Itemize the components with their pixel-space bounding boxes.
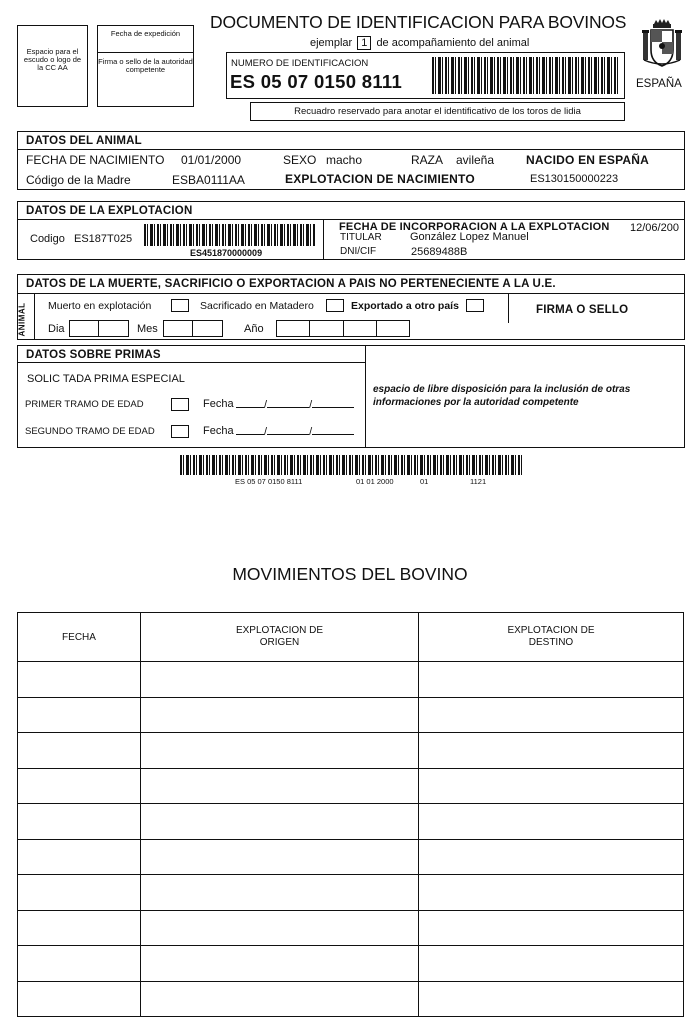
- destination-cell[interactable]: [419, 662, 684, 698]
- region-logo-box-label: Espacio para el escudo o logo de la CC AA: [23, 47, 82, 72]
- table-row: [18, 910, 684, 946]
- movements-header-row: [18, 613, 684, 662]
- origin-cell[interactable]: [141, 697, 419, 733]
- second-date-field[interactable]: / /: [236, 424, 354, 438]
- year-field[interactable]: [276, 320, 410, 337]
- death-section-title: DATOS DE LA MUERTE, SACRIFICIO O EXPORTACION A PAIS NO PERTENECIENTE A LA U.E.: [26, 278, 556, 290]
- copy-line: [310, 36, 529, 50]
- exported-checkbox[interactable]: [466, 299, 484, 312]
- bottom-barcode: [180, 455, 522, 475]
- mother-code-label: Código de la Madre: [26, 173, 131, 187]
- farm-section-title: DATOS DE LA EXPLOTACION: [26, 205, 193, 217]
- first-date-label: Fecha: [203, 398, 234, 410]
- incorporation-date-label: FECHA DE INCORPORACION A LA EXPLOTACION: [339, 221, 610, 233]
- id-barcode: [432, 57, 619, 94]
- date-cell[interactable]: [18, 910, 141, 946]
- owner-value: González Lopez Manuel: [410, 231, 529, 243]
- bottom-barcode-code: 1121: [470, 477, 487, 486]
- origin-cell[interactable]: [141, 910, 419, 946]
- slaughtered-checkbox[interactable]: [326, 299, 344, 312]
- movements-body: [18, 662, 684, 1017]
- destination-cell[interactable]: [419, 733, 684, 769]
- origin-cell[interactable]: [141, 804, 419, 840]
- birth-farm-value: ES130150000223: [530, 173, 619, 185]
- table-row: [18, 733, 684, 769]
- farm-code-value: ES187T025: [74, 233, 133, 245]
- col-origin-header: EXPLOTACION DE ORIGEN: [141, 613, 419, 662]
- origin-cell[interactable]: [141, 733, 419, 769]
- farm-barcode-text: ES451870000009: [190, 248, 263, 258]
- death-section: [17, 274, 685, 340]
- origin-cell[interactable]: [141, 981, 419, 1017]
- destination-cell[interactable]: [419, 946, 684, 982]
- animal-section: [17, 131, 685, 190]
- table-row: [18, 946, 684, 982]
- date-cell[interactable]: [18, 839, 141, 875]
- sex-label: SEXO: [283, 153, 317, 167]
- reserved-note: Recuadro reservado para anotar el identificativo de los toros de lidia: [294, 106, 581, 117]
- owner-label: TITULAR: [340, 232, 382, 243]
- id-number-label: NUMERO DE IDENTIFICACION: [231, 58, 369, 69]
- destination-cell[interactable]: [419, 875, 684, 911]
- death-signature-label: FIRMA O SELLO: [536, 304, 629, 316]
- premiums-section: [17, 345, 685, 448]
- date-cell[interactable]: [18, 697, 141, 733]
- first-age-range-label: PRIMER TRAMO DE EDAD: [25, 399, 144, 410]
- special-premium-label: SOLIC TADA PRIMA ESPECIAL: [27, 373, 185, 385]
- country-label: ESPAÑA: [636, 78, 682, 90]
- col-destination-header: EXPLOTACION DE DESTINO: [419, 613, 684, 662]
- dead-on-farm-label: Muerto en explotación: [48, 300, 152, 312]
- sex-value: macho: [326, 153, 363, 167]
- copy-number: 1: [357, 36, 371, 50]
- month-field[interactable]: [163, 320, 223, 337]
- farm-barcode: [144, 224, 316, 246]
- date-cell[interactable]: [18, 946, 141, 982]
- farm-section: [17, 201, 685, 260]
- destination-cell[interactable]: [419, 910, 684, 946]
- day-field[interactable]: [69, 320, 129, 337]
- table-row: [18, 662, 684, 698]
- origin-cell[interactable]: [141, 875, 419, 911]
- bottom-barcode-id: ES 05 07 0150 8111: [235, 477, 303, 486]
- month-label: Mes: [137, 323, 158, 335]
- dead-on-farm-checkbox[interactable]: [171, 299, 189, 312]
- birth-farm-label: EXPLOTACION DE NACIMIENTO: [285, 172, 475, 186]
- animal-side-label: ANIMAL: [17, 302, 27, 337]
- destination-cell[interactable]: [419, 981, 684, 1017]
- origin-cell[interactable]: [141, 768, 419, 804]
- movements-title: MOVIMIENTOS DEL BOVINO: [232, 564, 468, 584]
- second-age-range-checkbox[interactable]: [171, 425, 189, 438]
- second-date-label: Fecha: [203, 425, 234, 437]
- coat-of-arms-icon: [640, 18, 684, 70]
- dni-label: DNI/CIF: [340, 246, 377, 257]
- animal-section-title: DATOS DEL ANIMAL: [26, 135, 142, 147]
- breed-label: RAZA: [411, 153, 444, 167]
- first-age-range-checkbox[interactable]: [171, 398, 189, 411]
- reserved-box: [250, 102, 625, 121]
- issuer-signature-label: Firma o sello de la autoridad competente: [98, 57, 193, 74]
- destination-cell[interactable]: [419, 768, 684, 804]
- mother-code-value: ESBA0111AA: [172, 173, 245, 187]
- year-label: Año: [244, 323, 264, 335]
- copy-suffix: de acompañamiento del animal: [376, 37, 530, 49]
- date-cell[interactable]: [18, 981, 141, 1017]
- day-label: Dia: [48, 323, 65, 335]
- free-space-text: espacio de libre disposición para la inclusión de otras informaciones por la autoridad competente: [373, 384, 631, 408]
- born-in-label: NACIDO EN ESPAÑA: [526, 153, 649, 167]
- origin-cell[interactable]: [141, 839, 419, 875]
- date-cell[interactable]: [18, 768, 141, 804]
- document-title: DOCUMENTO DE IDENTIFICACION PARA BOVINOS: [210, 12, 627, 32]
- date-cell[interactable]: [18, 804, 141, 840]
- dni-value: 25689488B: [411, 246, 468, 258]
- table-row: [18, 839, 684, 875]
- origin-cell[interactable]: [141, 946, 419, 982]
- birth-date-value: 01/01/2000: [181, 153, 242, 167]
- first-date-field[interactable]: / /: [236, 397, 354, 411]
- issue-box: [97, 25, 194, 107]
- table-row: [18, 768, 684, 804]
- bottom-barcode-date: 01 01 2000: [356, 477, 394, 486]
- date-cell[interactable]: [18, 733, 141, 769]
- id-number-box: [226, 52, 625, 99]
- date-cell[interactable]: [18, 662, 141, 698]
- table-row: [18, 697, 684, 733]
- incorporation-date-value: 12/06/200: [630, 222, 679, 234]
- exported-label: Exportado a otro país: [351, 300, 459, 312]
- region-logo-box: [17, 25, 88, 107]
- date-cell[interactable]: [18, 875, 141, 911]
- destination-cell[interactable]: [419, 697, 684, 733]
- id-number: ES 05 07 0150 8111: [230, 71, 403, 92]
- destination-cell[interactable]: [419, 804, 684, 840]
- second-age-range-label: SEGUNDO TRAMO DE EDAD: [25, 426, 155, 437]
- farm-code-label: Codigo: [30, 233, 65, 245]
- slaughtered-label: Sacrificado en Matadero: [200, 300, 314, 312]
- birth-date-label: FECHA DE NACIMIENTO: [26, 153, 165, 167]
- table-row: [18, 981, 684, 1017]
- issue-date-label: Fecha de expedición: [110, 29, 181, 38]
- table-row: [18, 875, 684, 911]
- col-date-header: FECHA: [18, 613, 141, 662]
- destination-cell[interactable]: [419, 839, 684, 875]
- movements-table: [17, 612, 684, 1017]
- bottom-barcode-copy: 01: [420, 477, 429, 486]
- premiums-section-title: DATOS SOBRE PRIMAS: [26, 349, 161, 361]
- copy-prefix: ejemplar: [310, 37, 353, 49]
- breed-value: avileña: [456, 153, 495, 167]
- table-row: [18, 804, 684, 840]
- origin-cell[interactable]: [141, 662, 419, 698]
